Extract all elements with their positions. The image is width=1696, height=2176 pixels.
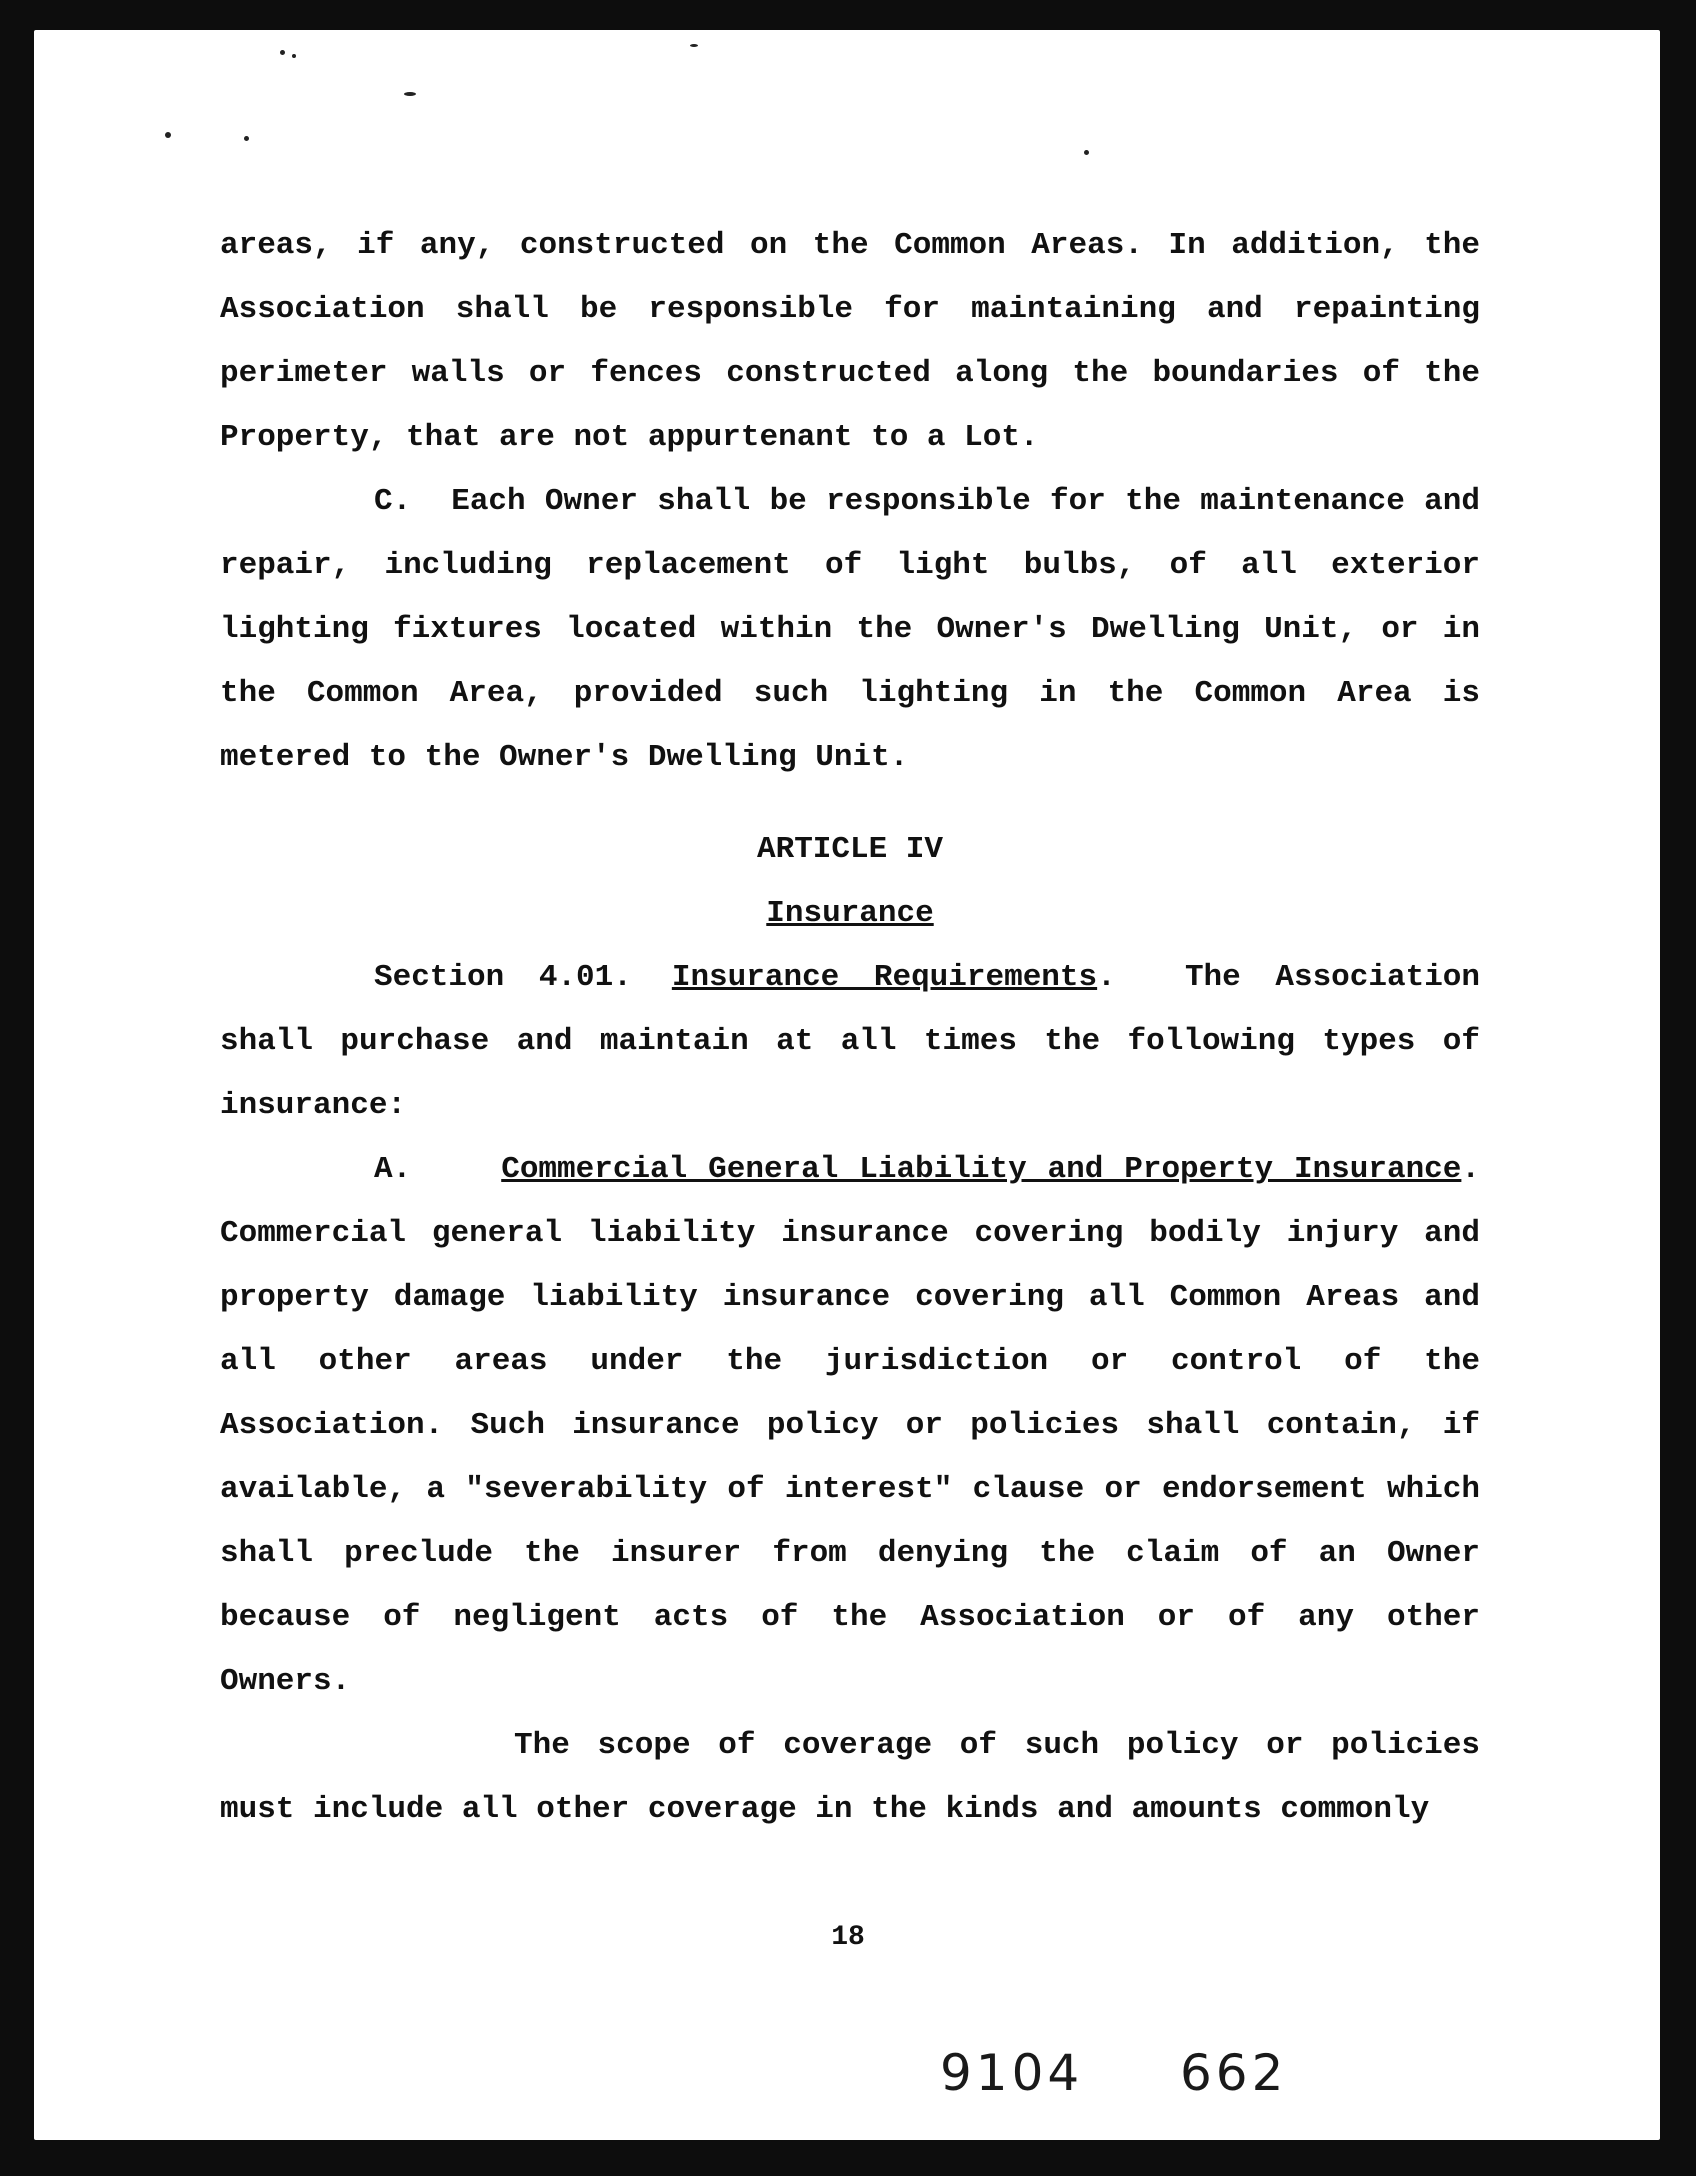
paragraph-text: Each Owner shall be responsible for the maintenance and repair, including replacement of light bulbs, of all exterior lighting fixtures located within the Owner's Dwelling Unit, or in the Common Area, provided such lighting in the Common Area is metered to the Owner's Dwelling Unit. — [220, 484, 1480, 775]
section-number: Section 4.01. — [374, 960, 632, 995]
scope-paragraph — [220, 1714, 1480, 1842]
paragraph-text: areas, if any, constructed on the Common Areas. In addition, the Association shall be responsible for maintaining and repainting perimeter walls or fences constructed along the boundaries of the Property, that are not appurtenant to a Lot. — [220, 228, 1480, 455]
paragraph-marker: C. — [374, 484, 412, 519]
paragraph-common-areas — [220, 214, 1480, 470]
scan-speck — [690, 44, 698, 47]
subsection-a: A. Commercial General Liability and Property Insurance. Commercial general liability insurance covering bodily injury and property damage liability insurance covering all Common Areas and all other areas under the jurisdiction or control of the Association. Such insurance policy or policies shall contain, if available, a "severability of interest" clause or endorsement which shall preclude the insurer from denying the claim of an Owner because of negligent acts of the Association or of any other Owners. — [220, 1152, 1480, 1699]
subsection-marker: A. — [374, 1152, 412, 1187]
page-number: 18 — [831, 1922, 865, 1953]
stamp-number-left: 9104 — [940, 2044, 1084, 2102]
section-text: The Association shall purchase and maintain at all times the following types of insurance: — [220, 960, 1481, 1123]
article-title — [220, 882, 1480, 946]
paragraph-c — [220, 470, 1480, 790]
subsection-title: Commercial General Liability and Property Insurance — [501, 1152, 1462, 1187]
scan-speck — [1084, 150, 1089, 155]
document-body — [220, 214, 1480, 1842]
scope-text: The scope of coverage of such policy or policies must include all other coverage in the kinds and amounts commonly — [220, 1728, 1480, 1827]
scan-speck — [292, 54, 296, 58]
scan-speck — [165, 132, 171, 138]
scan-speck — [280, 50, 285, 55]
subsection-text: Commercial general liability insurance covering bodily injury and property damage liability insurance covering all Common Areas and all other areas under the jurisdiction or control of the Association. Such insurance policy or policies shall contain, if available, a "severability of interest" clause or endorsement which shall preclude the insurer from denying the claim of an Owner because of negligent acts of the Association or of any other Owners. — [220, 1216, 1480, 1699]
article-title-text: Insurance — [766, 896, 934, 931]
article-heading: ARTICLE IV — [756, 832, 944, 867]
section-4-01: Section 4.01. Insurance Requirements. The Association shall purchase and maintain at all times the following types of insurance: — [220, 960, 1481, 1123]
scan-speck — [244, 136, 249, 141]
section-title: Insurance Requirements — [671, 960, 1098, 995]
scan-speck — [404, 92, 416, 96]
stamp-number-right: 662 — [1180, 2044, 1288, 2102]
